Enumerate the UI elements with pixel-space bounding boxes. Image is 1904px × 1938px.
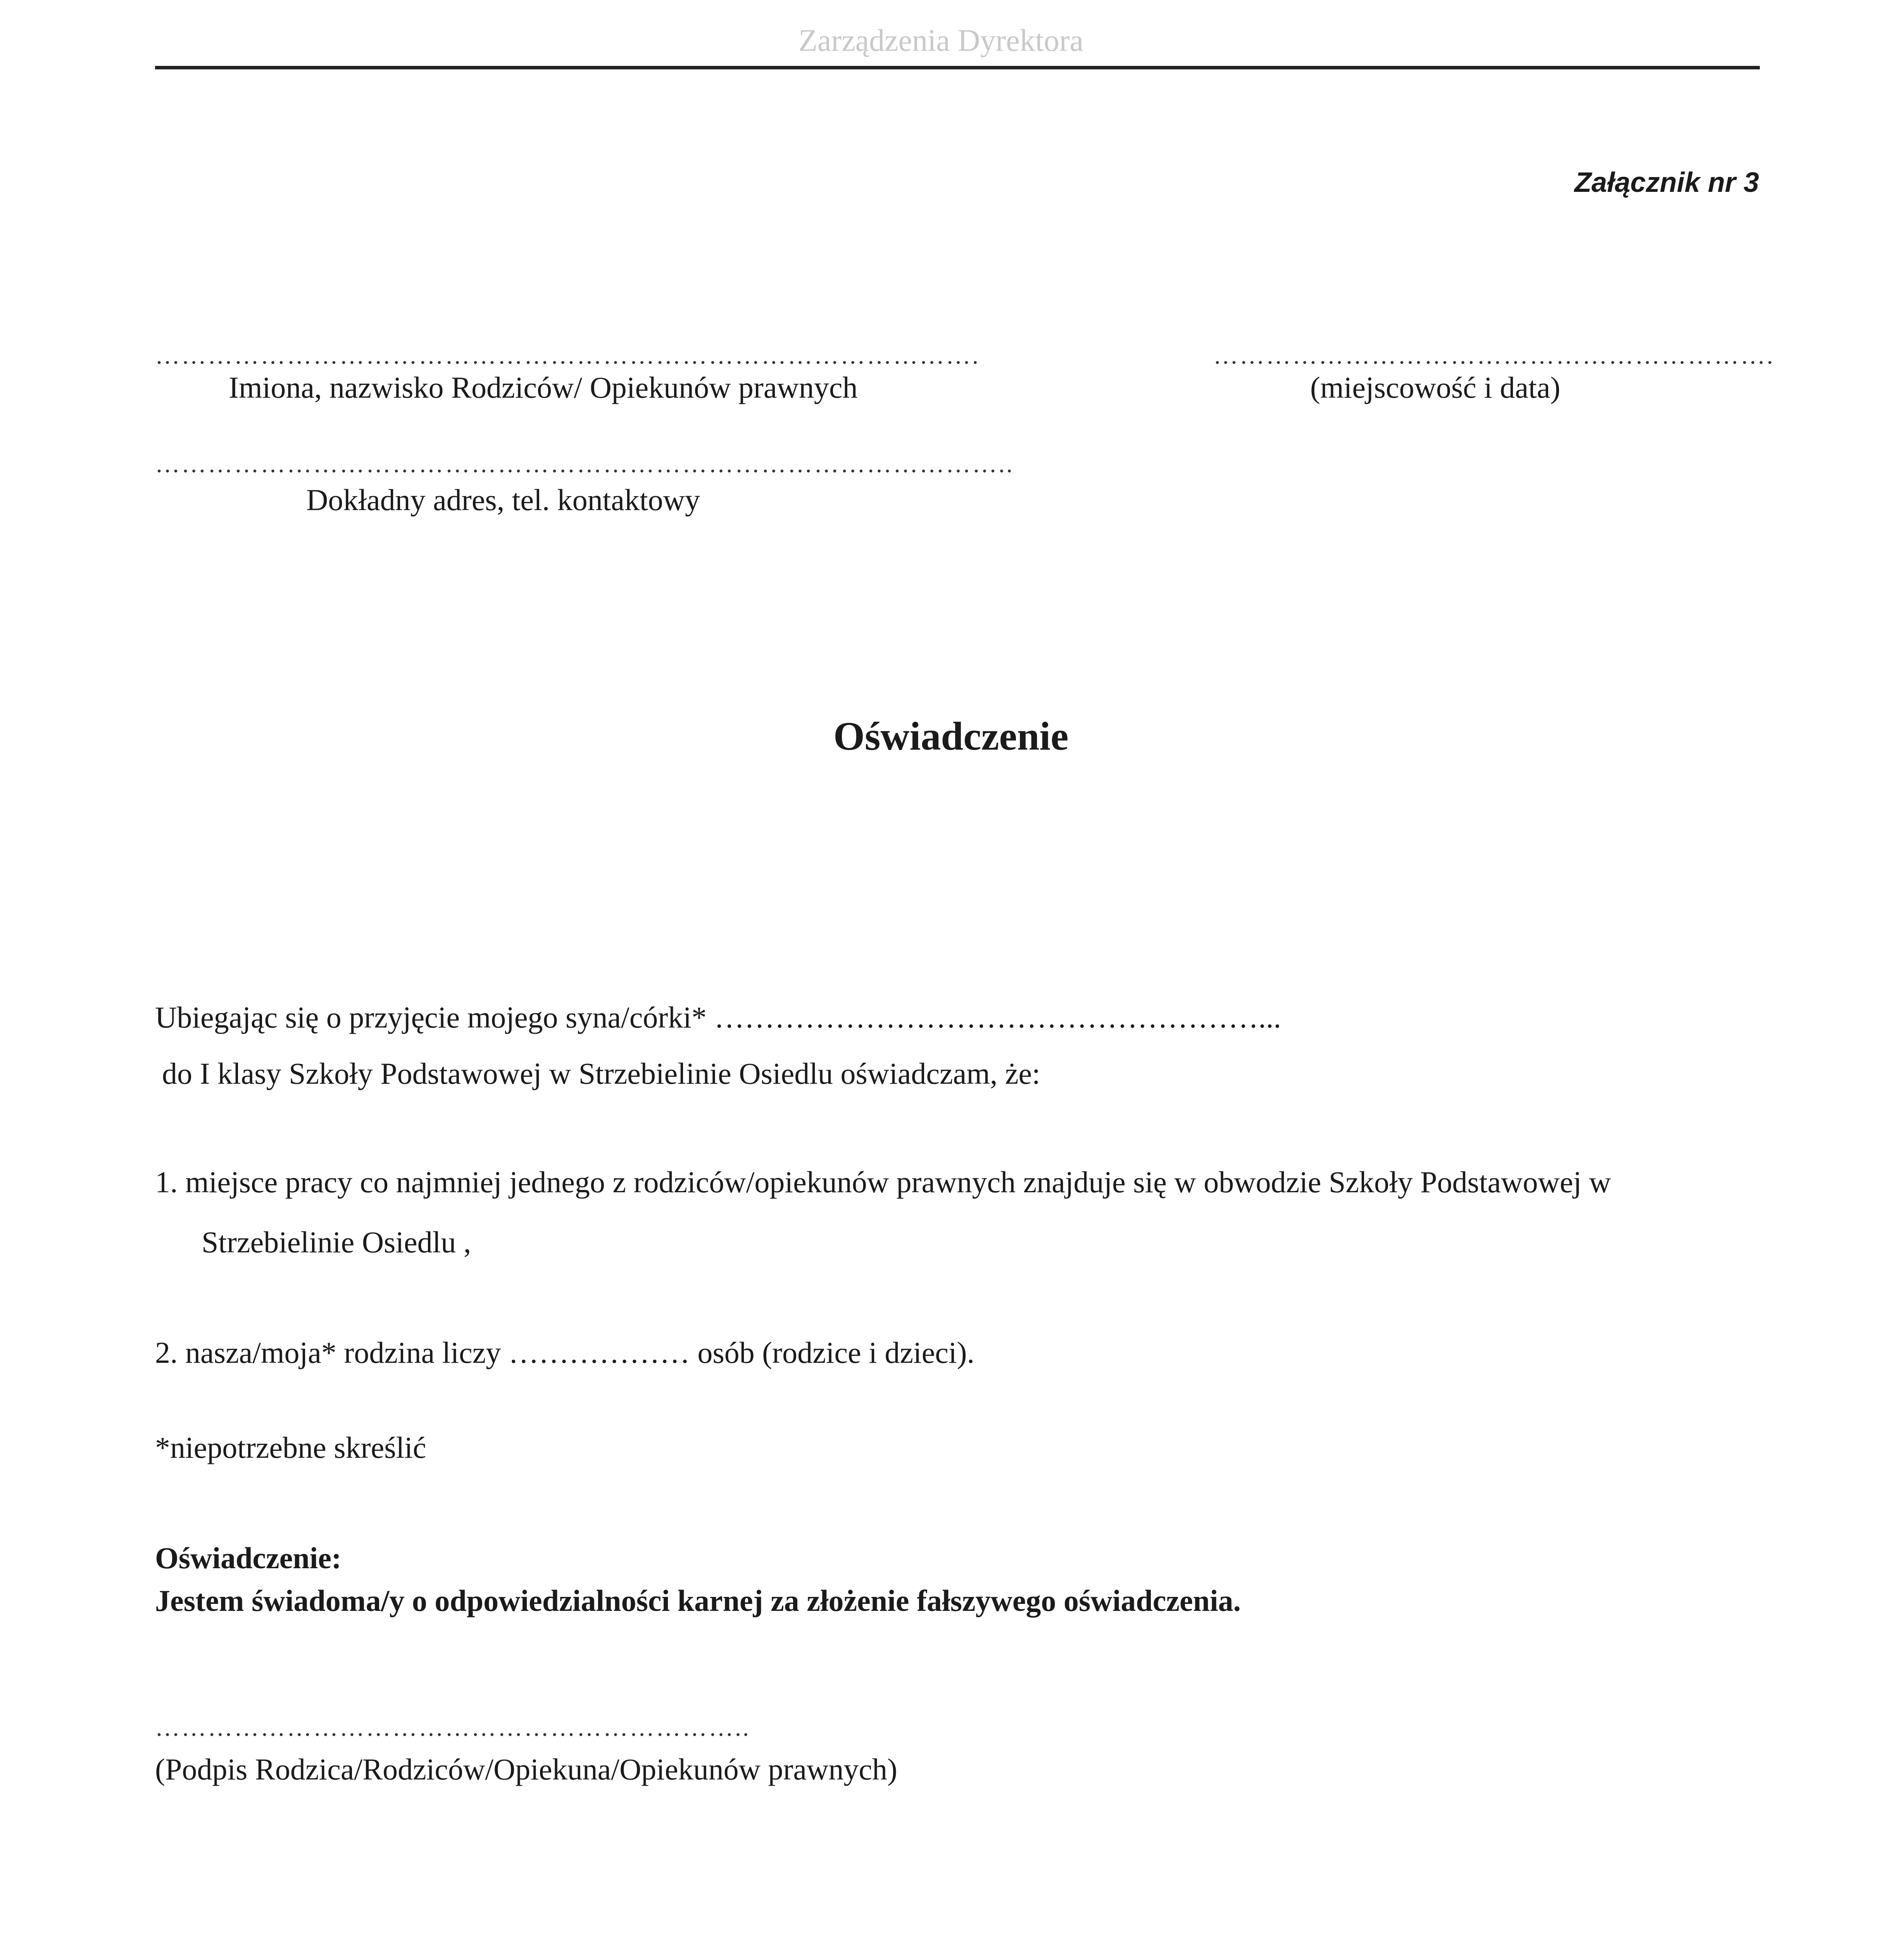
place-date-label: (miejscowość i data) [1310, 371, 1561, 404]
document-title: Oświadczenie [833, 714, 1069, 759]
header-rule [155, 66, 1760, 69]
place-date-field[interactable]: ………………………………………………………. [1213, 341, 1775, 369]
item-1-line-1: 1. miejsce pracy co najmniej jednego z rodziców/opiekunów prawnych znajduje się w obwodzie Szkoły Podstawowej w [155, 1165, 1611, 1199]
declaration-heading: Oświadczenie: [155, 1541, 341, 1575]
address-field[interactable]: …………………………………………………………………………………….. [155, 450, 1014, 478]
intro-line-2: do I klasy Szkoły Podstawowej w Strzebielinie Osiedlu oświadczam, że: [162, 1057, 1040, 1090]
attachment-label: Załącznik nr 3 [1574, 167, 1759, 198]
signature-label: (Podpis Rodzica/Rodziców/Opiekuna/Opiekunów prawnych) [155, 1752, 897, 1786]
signature-field[interactable]: ………………………………………………………….. [155, 1714, 750, 1741]
parents-name-label: Imiona, nazwisko Rodziców/ Opiekunów prawnych [229, 371, 858, 404]
parents-name-field[interactable]: …………………………………………………………………………………. [155, 341, 980, 369]
page-header-text: Zarządzenia Dyrektora [799, 24, 1084, 58]
item-2: 2. nasza/moja* rodzina liczy ……………… osób (rodzice i dzieci). [155, 1336, 974, 1369]
intro-line-1: Ubiegając się o przyjęcie mojego syna/córki* ………………………………………………... [155, 1000, 1281, 1034]
declaration-text: Jestem świadoma/y o odpowiedzialności karnej za złożenie fałszywego oświadczenia. [155, 1584, 1241, 1617]
footnote: *niepotrzebne skreślić [155, 1431, 426, 1464]
address-label: Dokładny adres, tel. kontaktowy [306, 483, 700, 517]
item-1-line-2: Strzebielinie Osiedlu , [202, 1225, 471, 1259]
